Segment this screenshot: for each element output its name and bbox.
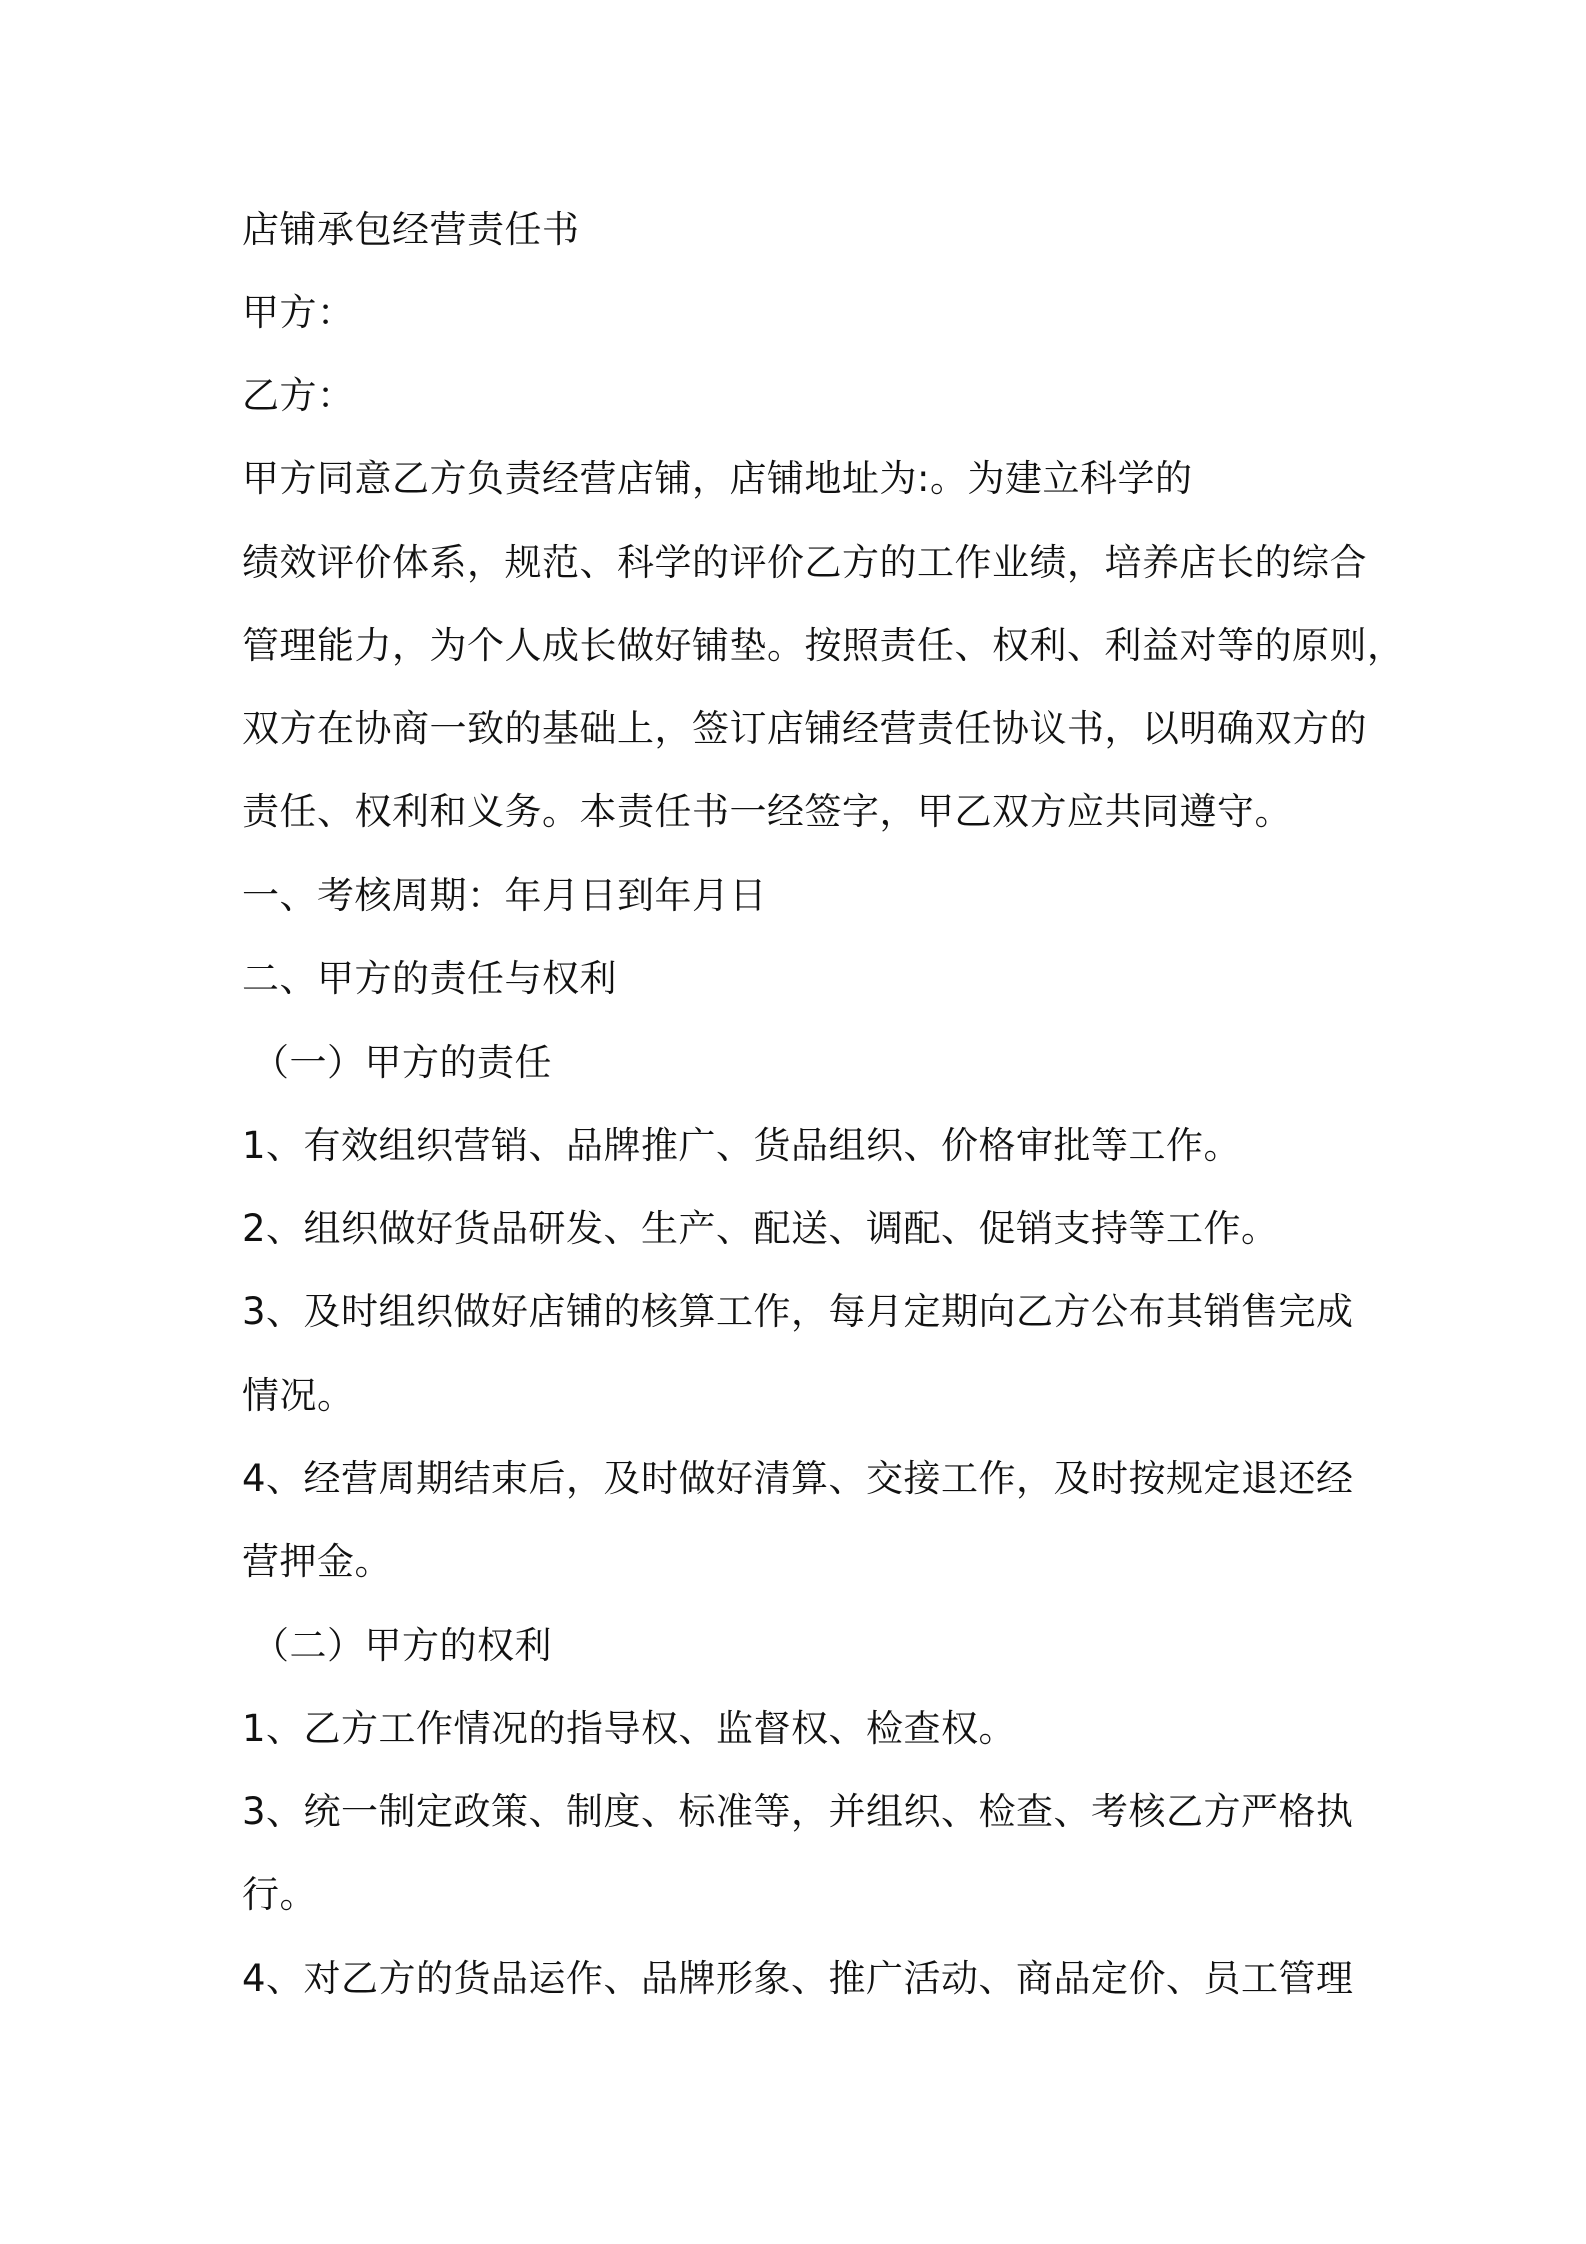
intro-line: 双方在协商一致的基础上，签订店铺经营责任协议书，以明确双方的 (242, 707, 1367, 750)
list-item: 行。 (242, 1873, 317, 1916)
intro-line: 责任、权利和义务。本责任书一经签字，甲乙双方应共同遵守。 (242, 790, 1292, 833)
subsection-heading-1: （一）甲方的责任 (252, 1041, 552, 1084)
list-item: 情况。 (242, 1374, 355, 1417)
list-item: 1、有效组织营销、品牌推广、货品组织、价格审批等工作。 (242, 1124, 1242, 1167)
list-item: 3、统一制定政策、制度、标准等，并组织、检查、考核乙方严格执 (242, 1790, 1354, 1833)
party-a-label: 甲方： (242, 291, 355, 334)
list-item: 3、及时组织做好店铺的核算工作，每月定期向乙方公布其销售完成 (242, 1290, 1354, 1333)
subsection-heading-2: （二）甲方的权利 (252, 1624, 552, 1667)
document-title: 店铺承包经营责任书 (242, 208, 580, 251)
list-item: 4、对乙方的货品运作、品牌形象、推广活动、商品定价、员工管理 (242, 1957, 1354, 2000)
list-item: 营押金。 (242, 1540, 392, 1583)
section-heading-2: 二、甲方的责任与权利 (242, 957, 617, 1000)
party-b-label: 乙方： (242, 374, 355, 417)
list-item: 2、组织做好货品研发、生产、配送、调配、促销支持等工作。 (242, 1207, 1279, 1250)
section-heading-1: 一、考核周期：年月日到年月日 (242, 874, 767, 917)
list-item: 1、乙方工作情况的指导权、监督权、检查权。 (242, 1707, 1017, 1750)
list-item: 4、经营周期结束后，及时做好清算、交接工作，及时按规定退还经 (242, 1457, 1354, 1500)
intro-line: 管理能力，为个人成长做好铺垫。按照责任、权利、利益对等的原则， (242, 624, 1405, 667)
intro-line: 绩效评价体系，规范、科学的评价乙方的工作业绩，培养店长的综合 (242, 541, 1367, 584)
intro-line: 甲方同意乙方负责经营店铺，店铺地址为:。为建立科学的 (242, 457, 1193, 500)
